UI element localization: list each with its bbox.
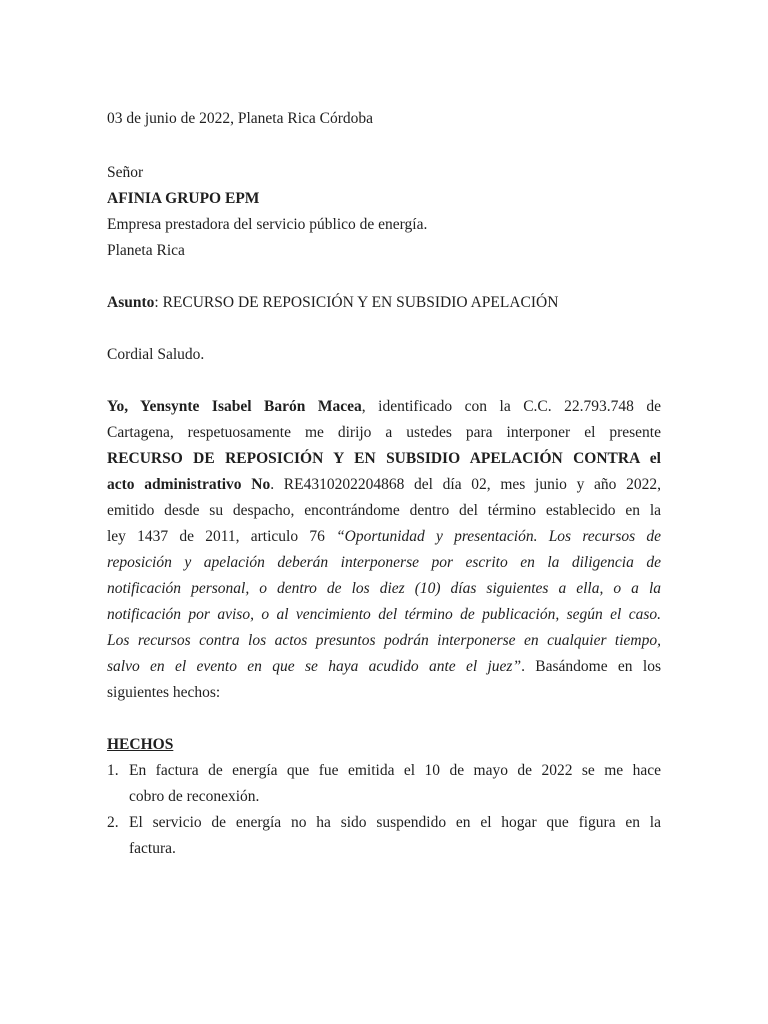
author-name: Yo, Yensynte Isabel Barón Macea	[107, 398, 362, 415]
list-item-line: cobro de reconexión.	[129, 788, 260, 805]
hechos-title: HECHOS	[107, 736, 174, 753]
recipient-salutation: Señor	[107, 164, 144, 181]
recipient-city: Planeta Rica	[107, 242, 185, 259]
subject-line	[107, 290, 661, 316]
body-line: acto administrativo No. RE4310202204868 del día 02, mes junio y año 2022,	[107, 476, 662, 493]
letter-page	[107, 106, 661, 862]
body-line: siguientes hechos:	[107, 684, 221, 701]
hechos-list	[107, 758, 661, 862]
recipient-description: Empresa prestadora del servicio público de energía.	[107, 216, 428, 233]
body-line: Los recursos contra los actos presuntos podrán interponerse en cualquier tiempo,	[107, 632, 661, 649]
list-item-number: 1.	[107, 762, 119, 779]
body-line: RECURSO DE REPOSICIÓN Y EN SUBSIDIO APELACIÓN CONTRA el	[107, 450, 661, 467]
body-line: emitido desde su despacho, encontrándome dentro del término establecido en la	[107, 502, 661, 519]
recipient-name: AFINIA GRUPO EPM	[107, 190, 260, 207]
body-line: notificación personal, o dentro de los diez (10) días siguientes a ella, o a la	[107, 580, 661, 597]
body-line: Cartagena, respetuosamente me dirijo a ustedes para interponer el presente	[107, 424, 661, 441]
list-item-line: En factura de energía que fue emitida el 10 de mayo de 2022 se me hace	[129, 762, 661, 779]
list-item-line: El servicio de energía no ha sido suspendido en el hogar que figura en la	[129, 814, 661, 831]
body-line: salvo en el evento en que se haya acudido ante el juez”. Basándome en los	[107, 658, 661, 675]
body-line: notificación por aviso, o al vencimiento del término de publicación, según el caso.	[107, 606, 661, 623]
subject-label: Asunto	[107, 294, 155, 311]
body-line: ley 1437 de 2011, articulo 76 “Oportunidad y presentación. Los recursos de	[107, 528, 661, 545]
subject-text: RECURSO DE REPOSICIÓN Y EN SUBSIDIO APELACIÓN	[162, 294, 559, 311]
date-place: 03 de junio de 2022, Planeta Rica Córdoba	[107, 110, 374, 127]
list-item	[107, 758, 661, 810]
body-line: reposición y apelación deberán interponerse por escrito en la diligencia de	[107, 554, 661, 571]
subject-separator: :	[154, 294, 163, 311]
list-item-number: 2.	[107, 814, 119, 831]
body-line: Yo, Yensynte Isabel Barón Macea, identificado con la C.C. 22.793.748 de	[107, 398, 661, 415]
list-item	[107, 810, 661, 862]
body-paragraph	[107, 394, 661, 706]
list-item-line: factura.	[129, 840, 176, 857]
greeting: Cordial Saludo.	[107, 346, 205, 363]
